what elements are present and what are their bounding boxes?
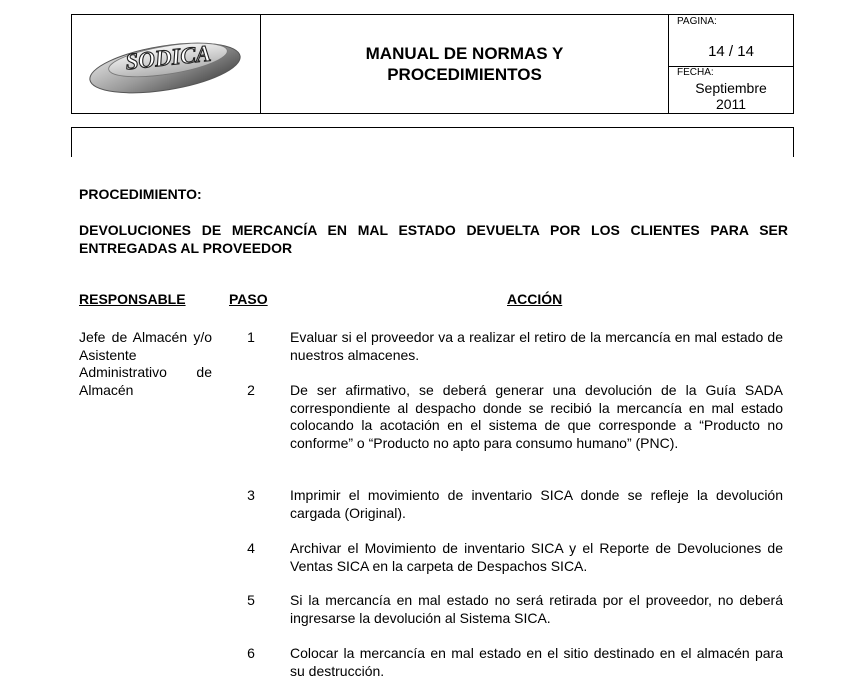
content-frame bbox=[71, 127, 794, 157]
manual-title bbox=[261, 15, 669, 113]
step-number: 1 bbox=[247, 329, 255, 345]
step-text: Imprimir el movimiento de inventario SICA donde se refleje la devolución cargada (Original). bbox=[290, 487, 783, 521]
step-number: 3 bbox=[247, 487, 255, 503]
title-line-1: MANUAL DE NORMAS Y bbox=[365, 44, 564, 63]
step-text: Si la mercancía en mal estado no será retirada por el proveedor, no deberá ingresarse la devolución al Sistema SICA. bbox=[290, 592, 783, 626]
step-text: Evaluar si el proveedor va a realizar el retiro de la mercancía en mal estado de nuestros almacenes. bbox=[290, 329, 783, 363]
date-month: Septiembre bbox=[695, 80, 767, 96]
page-label: PAGINA: bbox=[677, 16, 717, 27]
step-number: 2 bbox=[247, 382, 255, 398]
responsible-role: Jefe de Almacén y/o Asistente Administrativo de Almacén bbox=[79, 329, 212, 398]
step-text: De ser afirmativo, se deberá generar una devolución de la Guía SADA correspondiente al despacho donde se recibió la mercancía en mal estado colocando la acotación en el sistema de que corresponde a “Producto no conforme” o “Producto no apto para consumo humano” (PNC). bbox=[290, 382, 783, 451]
step-number: 5 bbox=[247, 592, 255, 608]
sodica-logo bbox=[72, 15, 261, 115]
date-label: FECHA: bbox=[677, 67, 714, 78]
step-text: Archivar el Movimiento de inventario SICA y el Reporte de Devoluciones de Ventas SICA en la carpeta de Despachos SICA. bbox=[290, 540, 783, 574]
procedure-title: DEVOLUCIONES DE MERCANCÍA EN MAL ESTADO DEVUELTA POR LOS CLIENTES PARA SER ENTREGADAS AL PROVEEDOR bbox=[79, 222, 788, 256]
page-info bbox=[669, 15, 793, 113]
col-header-paso: PASO bbox=[229, 291, 268, 307]
page-number: 14 / 14 bbox=[708, 43, 754, 60]
title-line-2: PROCEDIMIENTOS bbox=[387, 65, 542, 84]
step-number: 6 bbox=[247, 645, 255, 661]
logo-cell bbox=[72, 15, 261, 113]
col-header-accion: ACCIÓN bbox=[507, 291, 563, 307]
step-number: 4 bbox=[247, 540, 255, 556]
logo-text: SODICA bbox=[124, 40, 213, 75]
step-text: Colocar la mercancía en mal estado en el sitio destinado en el almacén para su destrucción. bbox=[290, 645, 783, 679]
date-value bbox=[669, 80, 793, 112]
date-year: 2011 bbox=[715, 96, 747, 112]
col-header-responsable: RESPONSABLE bbox=[79, 291, 186, 307]
procedure-label: PROCEDIMIENTO: bbox=[79, 186, 202, 202]
document-header bbox=[71, 14, 794, 114]
